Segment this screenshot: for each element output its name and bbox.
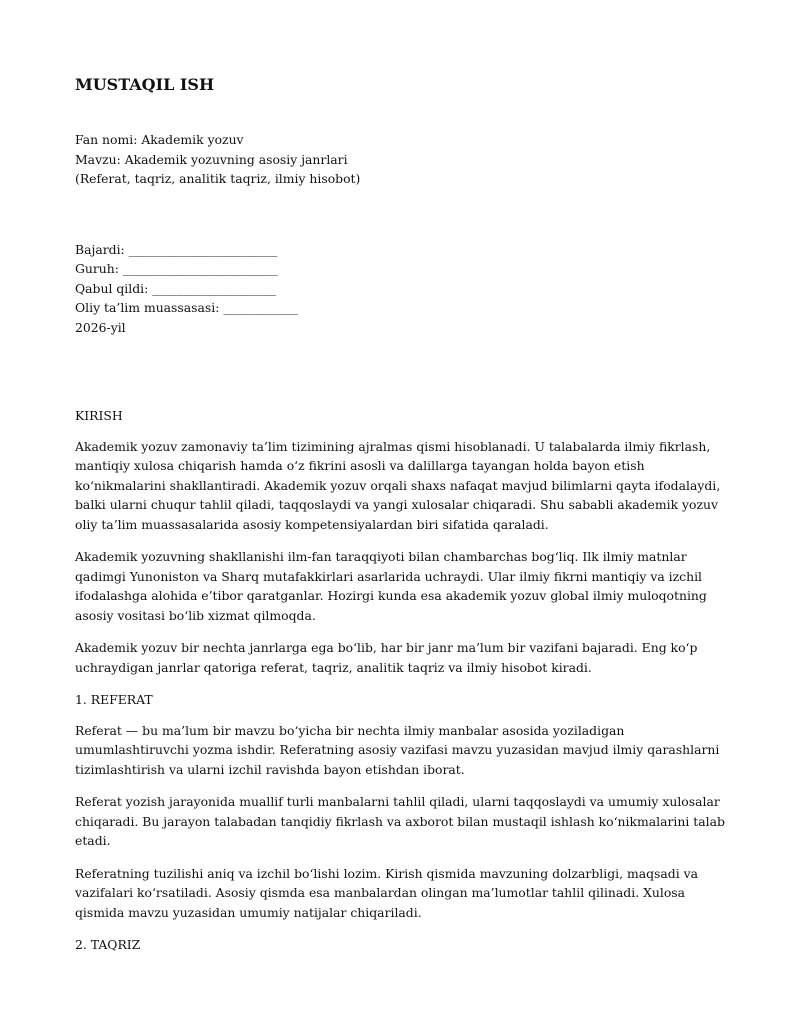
document-title: MUSTAQIL ISH [75,75,215,94]
document-page [75,74,735,955]
group-line: Guruh: _________________________ [75,261,278,276]
institution-line: Oliy ta’lim muassasasi: ____________ [75,300,298,315]
done-by-line: Bajardi: ________________________ [75,241,278,257]
info-block [75,240,735,338]
subject-block [75,130,735,189]
referat-paragraph: Referatning tuzilishi aniq va izchil bo‘lishi lozim. Kirish qismida mavzuning dolzarbligi, maqsadi va vazifalari ko‘rsatiladi. Asosiy qismda esa manbalardan olingan ma’lumotlar tahlil qilinadi. Xulosa qismida mavzu yuzasidan umumiy natijalar chiqariladi. [75,865,699,920]
course-name: Fan nomi: Akademik yozuv [75,132,244,147]
intro-paragraph: Akademik yozuvning shakllanishi ilm-fan taraqqiyoti bilan chambarchas bog‘liq. Ilk ilmiy matnlar qadimgi Yunoniston va Sharq mutafakkirlari asarlarida uchraydi. Ular ilmiy fikrni mantiqiy va izchil ifodalashga alohida e’tibor qaratganlar. Hozirgi kunda esa akademik yozuv global ilmiy muloqotning asosiy vositasi bo‘lib xizmat qilmoqda. [75,549,707,623]
intro-paragraph: Akademik yozuv bir nechta janrlarga ega bo‘lib, har bir janr ma’lum bir vazifani bajaradi. Eng ko‘p uchraydigan janrlar qatoriga referat, taqriz, analitik taqriz va ilmiy hisobot kiradi. [75,640,698,675]
accepted-by-line: Qabul qildi: ____________________ [75,280,277,296]
referat-heading: 1. REFERAT [75,692,153,707]
topic-line: Mavzu: Akademik yozuvning asosiy janrlari [75,151,348,167]
genres-line: (Referat, taqriz, analitik taqriz, ilmiy hisobot) [75,171,361,186]
referat-paragraph: Referat yozish jarayonida muallif turli manbalarni tahlil qiladi, ularni taqqoslaydi va umumiy xulosalar chiqaradi. Bu jarayon talabadan tanqidiy fikrlash va axborot bilan mustaqil ishlash ko‘nikmalarini talab etadi. [75,794,725,848]
intro-heading: KIRISH [75,408,123,423]
intro-paragraph: Akademik yozuv zamonaviy ta’lim tizimining ajralmas qismi hisoblanadi. U talabalarda ilmiy fikrlash, mantiqiy xulosa chiqarish hamda o‘z fikrini asosli va dalillarga tayangan holda bayon etish ko‘nikmalarini shakllantiradi. Akademik yozuv orqali shaxs nafaqat mavjud bilimlarni qayta ifodalaydi, balki ularni chuqur tahlil qiladi, taqqoslaydi va yangi xulosalar chiqaradi. Shu sababli akademik yozuv oliy ta’lim muassasalarida asosiy kompetensiyalardan biri sifatida qaraladi. [75,438,721,532]
year-line: 2026-yil [75,319,126,335]
taqriz-heading: 2. TAQRIZ [75,937,141,952]
referat-paragraph: Referat — bu ma’lum bir mavzu bo‘yicha bir nechta ilmiy manbalar asosida yoziladigan umumlashtiruvchi yozma ishdir. Referatning asosiy vazifasi mavzu yuzasidan mavjud ilmiy qarashlarni tizimlashtirish va ularni izchil ravishda bayon etishdan iborat. [75,722,720,777]
